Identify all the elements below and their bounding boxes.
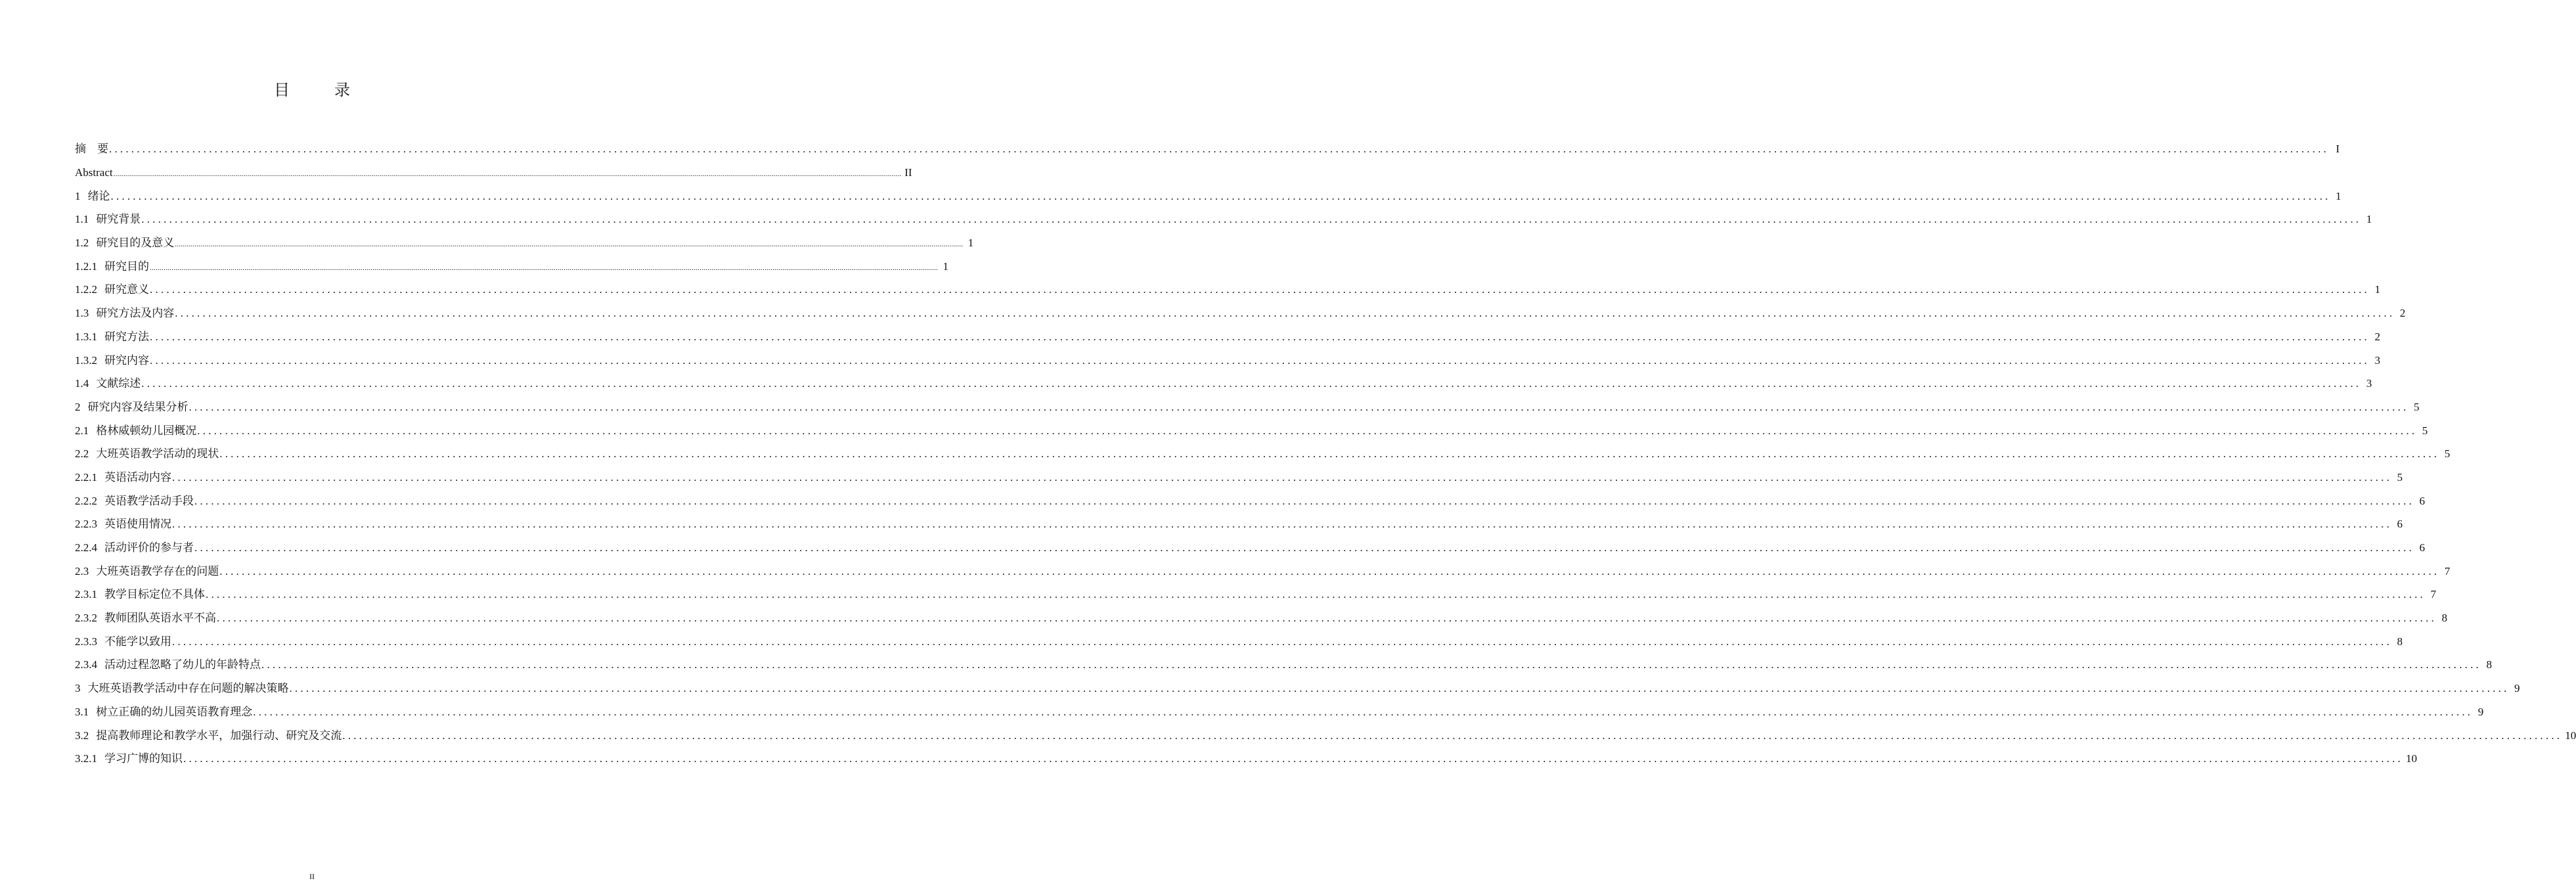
- toc-entry-number: 1.4: [75, 377, 89, 390]
- toc-entry[interactable]: [75, 724, 2576, 748]
- toc-dot-leader: ................................................................................................................................................................................................................................................................................................................................................................................................................: [206, 588, 2426, 601]
- toc-entry-number: 2.3.2: [75, 612, 97, 625]
- toc-entry[interactable]: [75, 747, 2417, 771]
- toc-entry-number: 2.2.4: [75, 541, 97, 554]
- toc-entry-label: 研究目的及意义: [96, 237, 175, 250]
- toc-dot-leader: ................................................................................................................................................................................................................................................................................................................................................................................................................: [113, 169, 902, 178]
- toc-entry[interactable]: [75, 630, 2403, 654]
- toc-entry-label: 大班英语教学活动中存在问题的解决策略: [87, 682, 289, 695]
- toc-dot-leader: ................................................................................................................................................................................................................................................................................................................................................................................................................: [261, 658, 2481, 671]
- toc-entry-page: 9: [2514, 682, 2520, 695]
- toc-entry-page: 6: [2419, 541, 2425, 554]
- toc-dot-leader: ................................................................................................................................................................................................................................................................................................................................................................................................................: [189, 400, 2409, 413]
- toc-entry-number: 2.3.4: [75, 658, 97, 671]
- toc-entry-page: 2: [2374, 330, 2380, 343]
- toc-entry[interactable]: [75, 208, 2372, 231]
- toc-entry-label: 英语使用情况: [104, 518, 171, 531]
- toc-entry-number: 2.2.3: [75, 518, 97, 531]
- toc-entry-page: 3: [2374, 353, 2380, 367]
- toc-entry-label: 学习广博的知识: [104, 752, 183, 765]
- toc-dot-leader: ................................................................................................................................................................................................................................................................................................................................................................................................................: [289, 682, 2510, 695]
- toc-entry-label: 树立正确的幼儿园英语教育理念: [96, 705, 253, 718]
- toc-entry[interactable]: [75, 419, 2428, 443]
- toc-dot-leader: ................................................................................................................................................................................................................................................................................................................................................................................................................: [150, 353, 2370, 367]
- toc-dot-leader: ................................................................................................................................................................................................................................................................................................................................................................................................................: [253, 705, 2474, 718]
- toc-entry-label: 文献综述: [96, 377, 141, 390]
- toc-entry-number: 1.1: [75, 213, 89, 226]
- toc-entry-page: 1: [2374, 283, 2380, 296]
- toc-entry-number: 3.2.1: [75, 752, 97, 765]
- toc-dot-leader: ................................................................................................................................................................................................................................................................................................................................................................................................................: [141, 377, 2362, 390]
- toc-entry-label: 不能学以致用: [104, 635, 171, 648]
- toc-dot-leader: ................................................................................................................................................................................................................................................................................................................................................................................................................: [183, 752, 2403, 765]
- toc-entry-page: 5: [2397, 470, 2403, 484]
- toc-entry[interactable]: [75, 653, 2492, 677]
- toc-entry-label: 研究目的: [104, 260, 149, 273]
- toc-entry-label: 研究背景: [96, 213, 141, 226]
- toc-dot-leader: ................................................................................................................................................................................................................................................................................................................................................................................................................: [197, 424, 2418, 437]
- toc-entry-label: 英语教学活动手段: [104, 494, 194, 507]
- toc-entry[interactable]: [75, 583, 2436, 606]
- page-title: 目 录: [274, 82, 365, 99]
- toc-entry-number: 2.3.1: [75, 588, 97, 601]
- toc-dot-leader: ................................................................................................................................................................................................................................................................................................................................................................................................................: [194, 541, 2414, 554]
- toc-dot-leader: ................................................................................................................................................................................................................................................................................................................................................................................................................: [150, 262, 938, 272]
- toc-entry[interactable]: [75, 512, 2403, 536]
- toc-entry[interactable]: [75, 231, 974, 255]
- toc-entry-number: 3.1: [75, 705, 89, 718]
- toc-dot-leader: ................................................................................................................................................................................................................................................................................................................................................................................................................: [175, 307, 2395, 320]
- table-of-contents: [75, 137, 2576, 771]
- toc-dot-leader: ................................................................................................................................................................................................................................................................................................................................................................................................................: [150, 330, 2370, 343]
- toc-entry-page: 6: [2419, 494, 2425, 507]
- toc-entry-label: 研究意义: [104, 283, 149, 296]
- toc-entry-number: 3: [75, 682, 81, 695]
- toc-entry[interactable]: [75, 442, 2451, 466]
- toc-dot-leader: ................................................................................................................................................................................................................................................................................................................................................................................................................: [342, 729, 2563, 742]
- toc-dot-leader: ................................................................................................................................................................................................................................................................................................................................................................................................................: [219, 564, 2440, 577]
- toc-dot-leader: ................................................................................................................................................................................................................................................................................................................................................................................................................: [194, 494, 2414, 507]
- toc-entry-number: 1.3: [75, 307, 89, 320]
- toc-entry-label: 提高教师理论和教学水平，加强行动、研究及交流: [96, 729, 342, 742]
- toc-entry-page: II: [904, 166, 912, 179]
- toc-entry-page: 5: [2444, 447, 2451, 461]
- toc-entry-label: 大班英语教学活动的现状: [96, 447, 219, 461]
- toc-entry-page: 7: [2444, 564, 2451, 577]
- toc-entry-page: 10: [2406, 752, 2417, 765]
- toc-dot-leader: ................................................................................................................................................................................................................................................................................................................................................................................................................: [172, 518, 2392, 531]
- toc-entry-label: 研究方法及内容: [96, 307, 175, 320]
- toc-entry[interactable]: [75, 466, 2403, 489]
- toc-entry[interactable]: [75, 606, 2447, 630]
- toc-dot-leader: ................................................................................................................................................................................................................................................................................................................................................................................................................: [141, 213, 2362, 226]
- toc-entry-page: 10: [2565, 729, 2576, 742]
- page-number-footer: II: [309, 872, 315, 881]
- toc-entry-number: 1.3.1: [75, 330, 97, 343]
- toc-entry[interactable]: [75, 278, 2380, 302]
- toc-entry-label: 活动过程忽略了幼儿的年龄特点: [104, 658, 261, 671]
- toc-entry-label: Abstract: [75, 166, 113, 179]
- toc-entry-page: 2: [2399, 307, 2406, 320]
- toc-entry[interactable]: [75, 372, 2372, 396]
- toc-entry-number: 2.1: [75, 424, 89, 437]
- toc-entry[interactable]: [75, 185, 2342, 208]
- toc-entry[interactable]: [75, 349, 2380, 373]
- toc-entry-page: I: [2336, 143, 2340, 155]
- toc-dot-leader: ................................................................................................................................................................................................................................................................................................................................................................................................................: [110, 189, 2331, 202]
- toc-entry-label: 格林威顿幼儿园概况: [96, 424, 197, 437]
- toc-entry[interactable]: [75, 677, 2520, 700]
- toc-entry-page: 3: [2366, 377, 2372, 390]
- toc-entry-number: 1: [75, 189, 81, 202]
- toc-entry[interactable]: [75, 489, 2425, 513]
- toc-entry-page: 8: [2486, 658, 2492, 671]
- toc-entry-number: 3.2: [75, 729, 89, 742]
- toc-entry-number: 2.2: [75, 447, 89, 461]
- toc-entry-page: 5: [2414, 400, 2420, 413]
- toc-entry[interactable]: [75, 396, 2420, 419]
- toc-entry-number: 1.2.2: [75, 283, 97, 296]
- toc-entry-number: 2.3: [75, 564, 89, 577]
- toc-entry-page: 1: [2336, 189, 2342, 202]
- toc-entry-label: 大班英语教学存在的问题: [96, 564, 219, 577]
- toc-entry-page: 1: [967, 237, 974, 250]
- toc-dot-leader: ................................................................................................................................................................................................................................................................................................................................................................................................................: [172, 635, 2392, 648]
- toc-dot-leader: ................................................................................................................................................................................................................................................................................................................................................................................................................: [175, 239, 964, 249]
- toc-entry-page: 8: [2397, 635, 2403, 648]
- toc-dot-leader: ................................................................................................................................................................................................................................................................................................................................................................................................................: [217, 612, 2437, 625]
- toc-entry[interactable]: [75, 560, 2451, 583]
- toc-entry-page: 9: [2477, 705, 2484, 718]
- toc-entry[interactable]: [75, 325, 2380, 349]
- toc-dot-leader: ................................................................................................................................................................................................................................................................................................................................................................................................................: [109, 143, 2329, 155]
- toc-entry-page: 5: [2422, 424, 2428, 437]
- toc-entry-page: 6: [2397, 518, 2403, 531]
- toc-entry-number: 2.2.2: [75, 494, 97, 507]
- toc-entry-page: 8: [2441, 612, 2447, 625]
- toc-dot-leader: ................................................................................................................................................................................................................................................................................................................................................................................................................: [150, 283, 2370, 296]
- toc-entry-label: 英语活动内容: [104, 470, 171, 484]
- toc-entry-label: 摘 要: [75, 143, 108, 155]
- toc-entry-label: 教学目标定位不具体: [104, 588, 205, 601]
- toc-entry-page: 1: [2366, 213, 2372, 226]
- toc-entry[interactable]: [75, 700, 2484, 724]
- toc-entry-number: 1.3.2: [75, 353, 97, 367]
- toc-entry-number: 2.3.3: [75, 635, 97, 648]
- toc-entry[interactable]: [75, 137, 2340, 161]
- toc-entry-number: 2: [75, 400, 81, 413]
- toc-entry-label: 绪论: [87, 189, 110, 202]
- toc-entry-label: 教师团队英语水平不高: [104, 612, 216, 625]
- toc-entry-label: 研究内容: [104, 353, 149, 367]
- toc-entry-page: 1: [943, 260, 948, 273]
- toc-dot-leader: ................................................................................................................................................................................................................................................................................................................................................................................................................: [172, 470, 2392, 484]
- toc-entry-page: 7: [2430, 588, 2436, 601]
- toc-entry-number: 2.2.1: [75, 470, 97, 484]
- toc-entry[interactable]: [75, 302, 2406, 325]
- toc-entry-label: 研究内容及结果分析: [87, 400, 189, 413]
- toc-entry-label: 研究方法: [104, 330, 149, 343]
- toc-entry[interactable]: [75, 255, 948, 279]
- toc-entry-number: 1.2.1: [75, 260, 97, 273]
- toc-dot-leader: ................................................................................................................................................................................................................................................................................................................................................................................................................: [219, 447, 2440, 461]
- toc-entry[interactable]: [75, 536, 2425, 560]
- toc-entry-number: 1.2: [75, 237, 89, 250]
- toc-entry[interactable]: [75, 161, 912, 185]
- toc-entry-label: 活动评价的参与者: [104, 541, 194, 554]
